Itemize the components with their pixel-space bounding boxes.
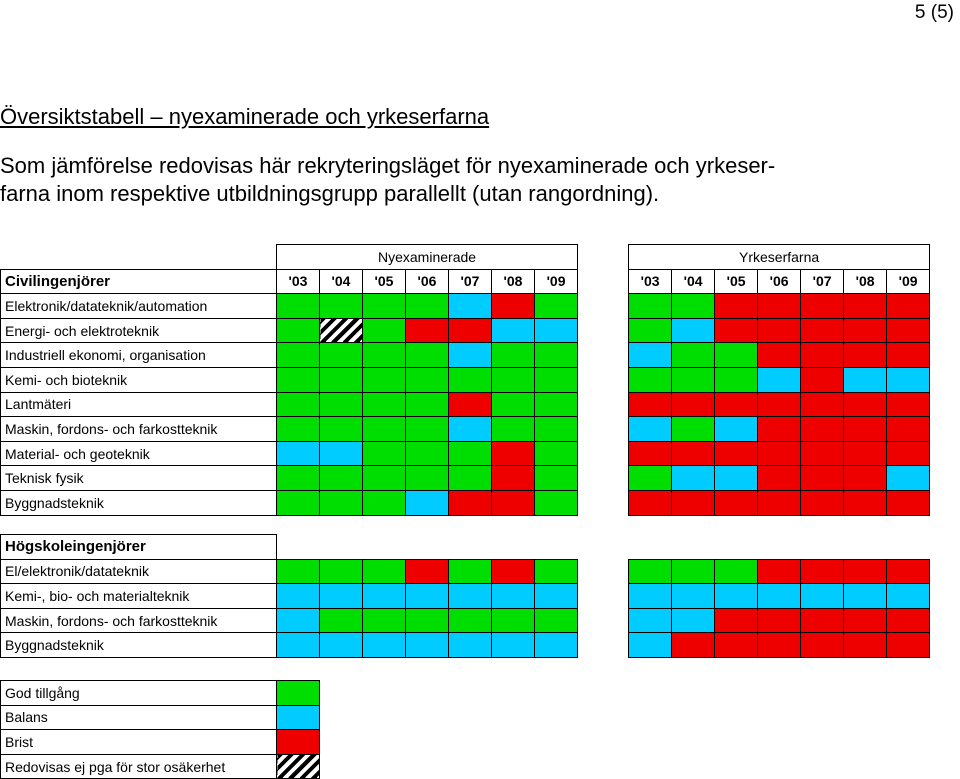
year-header-row xyxy=(1,269,930,294)
exp-status-s1-3-1 xyxy=(672,367,715,392)
new-status-s1-0-0 xyxy=(277,294,320,319)
new-status-s2-3-3 xyxy=(406,633,449,658)
exp-status-s2-3-4 xyxy=(801,633,844,658)
table-row xyxy=(1,441,930,466)
row-label: Maskin, fordons- och farkostteknik xyxy=(1,608,277,633)
new-status-s1-2-5 xyxy=(492,343,535,368)
new-status-s2-1-5 xyxy=(492,584,535,609)
year-exp-6: '09 xyxy=(887,269,930,294)
exp-status-s1-5-5 xyxy=(844,417,887,442)
exp-status-s1-3-6 xyxy=(887,367,930,392)
new-status-s1-6-6 xyxy=(535,441,578,466)
year-exp-1: '04 xyxy=(672,269,715,294)
exp-status-s2-1-1 xyxy=(672,584,715,609)
new-status-s1-1-4 xyxy=(449,318,492,343)
year-new-5: '08 xyxy=(492,269,535,294)
row-label: Lantmäteri xyxy=(1,392,277,417)
new-status-s1-5-0 xyxy=(277,417,320,442)
legend-swatch-1 xyxy=(277,705,320,730)
exp-status-s1-8-3 xyxy=(758,490,801,515)
exp-status-s2-0-1 xyxy=(672,559,715,584)
new-status-s1-5-6 xyxy=(535,417,578,442)
new-status-s2-1-3 xyxy=(406,584,449,609)
exp-status-s1-4-0 xyxy=(629,392,672,417)
exp-status-s2-0-4 xyxy=(801,559,844,584)
exp-status-s1-3-3 xyxy=(758,367,801,392)
exp-status-s2-3-2 xyxy=(715,633,758,658)
exp-status-s2-1-0 xyxy=(629,584,672,609)
exp-status-s1-8-5 xyxy=(844,490,887,515)
row-label: Kemi-, bio- och materialteknik xyxy=(1,584,277,609)
year-exp-0: '03 xyxy=(629,269,672,294)
new-status-s1-5-1 xyxy=(320,417,363,442)
table-row xyxy=(1,318,930,343)
exp-status-s1-6-0 xyxy=(629,441,672,466)
new-status-s2-1-1 xyxy=(320,584,363,609)
exp-status-s2-3-5 xyxy=(844,633,887,658)
new-status-s1-7-0 xyxy=(277,466,320,491)
row-label: Energi- och elektroteknik xyxy=(1,318,277,343)
new-status-s2-3-4 xyxy=(449,633,492,658)
exp-status-s1-1-6 xyxy=(887,318,930,343)
page-title: Översiktstabell – nyexaminerade och yrkeserfarna xyxy=(0,104,490,129)
new-status-s1-2-2 xyxy=(363,343,406,368)
new-status-s1-6-0 xyxy=(277,441,320,466)
table-row xyxy=(1,417,930,442)
exp-status-s2-3-6 xyxy=(887,633,930,658)
exp-status-s1-4-6 xyxy=(887,392,930,417)
new-status-s1-7-5 xyxy=(492,466,535,491)
section-heading: Högskoleingenjörer xyxy=(1,535,277,560)
new-status-s2-0-3 xyxy=(406,559,449,584)
year-new-2: '05 xyxy=(363,269,406,294)
exp-status-s1-0-0 xyxy=(629,294,672,319)
exp-status-s2-3-0 xyxy=(629,633,672,658)
exp-status-s1-3-4 xyxy=(801,367,844,392)
exp-status-s1-8-2 xyxy=(715,490,758,515)
new-status-s1-6-4 xyxy=(449,441,492,466)
exp-status-s1-3-2 xyxy=(715,367,758,392)
legend-label: Balans xyxy=(1,705,277,730)
table-row xyxy=(1,490,930,515)
new-status-s1-1-2 xyxy=(363,318,406,343)
new-status-s1-5-5 xyxy=(492,417,535,442)
civilingenjorer-table xyxy=(0,244,930,516)
exp-status-s1-2-6 xyxy=(887,343,930,368)
row-label: Kemi- och bioteknik xyxy=(1,367,277,392)
new-status-s2-2-3 xyxy=(406,608,449,633)
new-status-s1-5-4 xyxy=(449,417,492,442)
exp-status-s1-0-1 xyxy=(672,294,715,319)
new-status-s1-6-1 xyxy=(320,441,363,466)
new-status-s2-2-6 xyxy=(535,608,578,633)
exp-status-s2-2-4 xyxy=(801,608,844,633)
year-exp-3: '06 xyxy=(758,269,801,294)
new-status-s2-3-6 xyxy=(535,633,578,658)
exp-status-s1-7-3 xyxy=(758,466,801,491)
exp-status-s2-0-6 xyxy=(887,559,930,584)
table-row xyxy=(1,466,930,491)
group-header-new: Nyexaminerade xyxy=(277,245,578,270)
new-status-s2-3-5 xyxy=(492,633,535,658)
exp-status-s1-5-3 xyxy=(758,417,801,442)
new-status-s1-3-4 xyxy=(449,367,492,392)
exp-status-s2-1-3 xyxy=(758,584,801,609)
year-exp-5: '08 xyxy=(844,269,887,294)
row-label: El/elektronik/datateknik xyxy=(1,559,277,584)
exp-status-s2-1-4 xyxy=(801,584,844,609)
exp-status-s1-8-0 xyxy=(629,490,672,515)
new-status-s1-7-1 xyxy=(320,466,363,491)
exp-status-s2-1-5 xyxy=(844,584,887,609)
new-status-s1-4-5 xyxy=(492,392,535,417)
table-row xyxy=(1,608,930,633)
intro-line-2: farna inom respektive utbildningsgrupp parallellt (utan rangordning). xyxy=(0,181,660,206)
intro-line-1: Som jämförelse redovisas här rekryteringsläget för nyexaminerade och yrkeser- xyxy=(0,153,776,178)
exp-status-s1-7-4 xyxy=(801,466,844,491)
year-new-1: '04 xyxy=(320,269,363,294)
new-status-s1-8-6 xyxy=(535,490,578,515)
legend-label: God tillgång xyxy=(1,681,277,706)
exp-status-s1-0-3 xyxy=(758,294,801,319)
exp-status-s1-1-3 xyxy=(758,318,801,343)
exp-status-s2-2-0 xyxy=(629,608,672,633)
new-status-s2-2-1 xyxy=(320,608,363,633)
exp-status-s1-2-4 xyxy=(801,343,844,368)
new-status-s2-2-0 xyxy=(277,608,320,633)
exp-status-s2-2-5 xyxy=(844,608,887,633)
new-status-s1-4-2 xyxy=(363,392,406,417)
exp-status-s2-2-6 xyxy=(887,608,930,633)
new-status-s1-6-3 xyxy=(406,441,449,466)
new-status-s2-0-1 xyxy=(320,559,363,584)
new-status-s1-2-4 xyxy=(449,343,492,368)
new-status-s1-2-0 xyxy=(277,343,320,368)
group-header-exp: Yrkeserfarna xyxy=(629,245,930,270)
exp-status-s1-1-5 xyxy=(844,318,887,343)
new-status-s1-3-5 xyxy=(492,367,535,392)
legend-table xyxy=(0,680,320,779)
new-status-s1-0-6 xyxy=(535,294,578,319)
year-exp-4: '07 xyxy=(801,269,844,294)
exp-status-s1-3-0 xyxy=(629,367,672,392)
new-status-s2-0-6 xyxy=(535,559,578,584)
exp-status-s1-2-0 xyxy=(629,343,672,368)
new-status-s1-3-1 xyxy=(320,367,363,392)
exp-status-s1-4-5 xyxy=(844,392,887,417)
section-heading: Civilingenjörer xyxy=(1,269,277,294)
legend-row xyxy=(1,681,320,706)
new-status-s1-6-5 xyxy=(492,441,535,466)
row-label: Elektronik/datateknik/automation xyxy=(1,294,277,319)
new-status-s1-6-2 xyxy=(363,441,406,466)
table-row xyxy=(1,633,930,658)
new-status-s1-0-5 xyxy=(492,294,535,319)
row-label: Industriell ekonomi, organisation xyxy=(1,343,277,368)
new-status-s2-2-4 xyxy=(449,608,492,633)
new-status-s1-0-1 xyxy=(320,294,363,319)
table-row xyxy=(1,343,930,368)
new-status-s1-7-6 xyxy=(535,466,578,491)
new-status-s1-7-4 xyxy=(449,466,492,491)
exp-status-s1-7-2 xyxy=(715,466,758,491)
exp-status-s1-7-1 xyxy=(672,466,715,491)
year-new-4: '07 xyxy=(449,269,492,294)
exp-status-s1-1-2 xyxy=(715,318,758,343)
new-status-s1-5-2 xyxy=(363,417,406,442)
exp-status-s1-1-0 xyxy=(629,318,672,343)
new-status-s1-3-2 xyxy=(363,367,406,392)
row-label: Maskin, fordons- och farkostteknik xyxy=(1,417,277,442)
exp-status-s1-7-0 xyxy=(629,466,672,491)
exp-status-s1-4-2 xyxy=(715,392,758,417)
year-new-6: '09 xyxy=(535,269,578,294)
new-status-s1-4-6 xyxy=(535,392,578,417)
exp-status-s2-1-6 xyxy=(887,584,930,609)
table-row xyxy=(1,294,930,319)
new-status-s2-0-5 xyxy=(492,559,535,584)
new-status-s1-7-2 xyxy=(363,466,406,491)
new-status-s2-1-2 xyxy=(363,584,406,609)
legend-label: Redovisas ej pga för stor osäkerhet xyxy=(1,754,277,779)
exp-status-s2-3-1 xyxy=(672,633,715,658)
new-status-s1-4-4 xyxy=(449,392,492,417)
exp-status-s1-6-2 xyxy=(715,441,758,466)
exp-status-s1-5-2 xyxy=(715,417,758,442)
new-status-s1-0-4 xyxy=(449,294,492,319)
new-status-s2-3-0 xyxy=(277,633,320,658)
new-status-s1-2-6 xyxy=(535,343,578,368)
new-status-s1-3-0 xyxy=(277,367,320,392)
new-status-s2-0-0 xyxy=(277,559,320,584)
exp-status-s1-5-4 xyxy=(801,417,844,442)
table-row xyxy=(1,367,930,392)
exp-status-s1-7-5 xyxy=(844,466,887,491)
new-status-s2-3-2 xyxy=(363,633,406,658)
legend-label: Brist xyxy=(1,730,277,755)
new-status-s1-1-3 xyxy=(406,318,449,343)
new-status-s1-1-5 xyxy=(492,318,535,343)
row-label: Material- och geoteknik xyxy=(1,441,277,466)
exp-status-s1-7-6 xyxy=(887,466,930,491)
exp-status-s1-1-4 xyxy=(801,318,844,343)
exp-status-s1-5-1 xyxy=(672,417,715,442)
section-heading-row xyxy=(1,535,930,560)
exp-status-s1-0-2 xyxy=(715,294,758,319)
exp-status-s2-2-1 xyxy=(672,608,715,633)
exp-status-s1-0-6 xyxy=(887,294,930,319)
new-status-s1-2-1 xyxy=(320,343,363,368)
exp-status-s1-6-3 xyxy=(758,441,801,466)
new-status-s2-2-2 xyxy=(363,608,406,633)
exp-status-s1-0-4 xyxy=(801,294,844,319)
exp-status-s1-5-0 xyxy=(629,417,672,442)
new-status-s1-1-1 xyxy=(320,318,363,343)
exp-status-s1-2-2 xyxy=(715,343,758,368)
row-label: Teknisk fysik xyxy=(1,466,277,491)
new-status-s1-8-2 xyxy=(363,490,406,515)
new-status-s2-2-5 xyxy=(492,608,535,633)
exp-status-s1-2-3 xyxy=(758,343,801,368)
new-status-s1-1-0 xyxy=(277,318,320,343)
new-status-s2-0-4 xyxy=(449,559,492,584)
exp-status-s1-8-1 xyxy=(672,490,715,515)
new-status-s1-8-5 xyxy=(492,490,535,515)
new-status-s2-1-0 xyxy=(277,584,320,609)
new-status-s2-1-6 xyxy=(535,584,578,609)
exp-status-s2-2-3 xyxy=(758,608,801,633)
page-number: 5 (5) xyxy=(914,2,954,23)
exp-status-s2-3-3 xyxy=(758,633,801,658)
new-status-s2-1-4 xyxy=(449,584,492,609)
exp-status-s2-0-3 xyxy=(758,559,801,584)
new-status-s1-8-0 xyxy=(277,490,320,515)
legend-row xyxy=(1,730,320,755)
legend-swatch-2 xyxy=(277,730,320,755)
new-status-s1-0-3 xyxy=(406,294,449,319)
row-label: Byggnadsteknik xyxy=(1,633,277,658)
legend-swatch-3 xyxy=(277,754,320,779)
exp-status-s1-8-6 xyxy=(887,490,930,515)
exp-status-s1-6-5 xyxy=(844,441,887,466)
exp-status-s1-1-1 xyxy=(672,318,715,343)
new-status-s1-4-3 xyxy=(406,392,449,417)
new-status-s1-7-3 xyxy=(406,466,449,491)
year-exp-2: '05 xyxy=(715,269,758,294)
new-status-s1-1-6 xyxy=(535,318,578,343)
new-status-s1-3-6 xyxy=(535,367,578,392)
intro-text xyxy=(0,152,800,208)
new-status-s1-4-1 xyxy=(320,392,363,417)
new-status-s1-4-0 xyxy=(277,392,320,417)
new-status-s1-3-3 xyxy=(406,367,449,392)
table-row xyxy=(1,584,930,609)
legend-swatch-0 xyxy=(277,681,320,706)
exp-status-s1-8-4 xyxy=(801,490,844,515)
exp-status-s1-4-1 xyxy=(672,392,715,417)
exp-status-s2-2-2 xyxy=(715,608,758,633)
exp-status-s1-6-6 xyxy=(887,441,930,466)
legend-row xyxy=(1,754,320,779)
exp-status-s1-3-5 xyxy=(844,367,887,392)
exp-status-s1-2-1 xyxy=(672,343,715,368)
new-status-s1-8-4 xyxy=(449,490,492,515)
exp-status-s1-0-5 xyxy=(844,294,887,319)
exp-status-s1-6-1 xyxy=(672,441,715,466)
hogskoleingenjorer-table xyxy=(0,534,930,658)
exp-status-s1-4-4 xyxy=(801,392,844,417)
row-label: Byggnadsteknik xyxy=(1,490,277,515)
exp-status-s1-4-3 xyxy=(758,392,801,417)
new-status-s1-8-1 xyxy=(320,490,363,515)
new-status-s1-2-3 xyxy=(406,343,449,368)
year-new-0: '03 xyxy=(277,269,320,294)
year-new-3: '06 xyxy=(406,269,449,294)
table-row xyxy=(1,559,930,584)
exp-status-s2-0-0 xyxy=(629,559,672,584)
exp-status-s2-0-2 xyxy=(715,559,758,584)
new-status-s1-5-3 xyxy=(406,417,449,442)
legend-row xyxy=(1,705,320,730)
exp-status-s1-5-6 xyxy=(887,417,930,442)
exp-status-s1-2-5 xyxy=(844,343,887,368)
exp-status-s2-1-2 xyxy=(715,584,758,609)
new-status-s1-8-3 xyxy=(406,490,449,515)
exp-status-s2-0-5 xyxy=(844,559,887,584)
exp-status-s1-6-4 xyxy=(801,441,844,466)
table-row xyxy=(1,392,930,417)
new-status-s1-0-2 xyxy=(363,294,406,319)
group-header-row xyxy=(1,245,930,270)
new-status-s2-3-1 xyxy=(320,633,363,658)
new-status-s2-0-2 xyxy=(363,559,406,584)
